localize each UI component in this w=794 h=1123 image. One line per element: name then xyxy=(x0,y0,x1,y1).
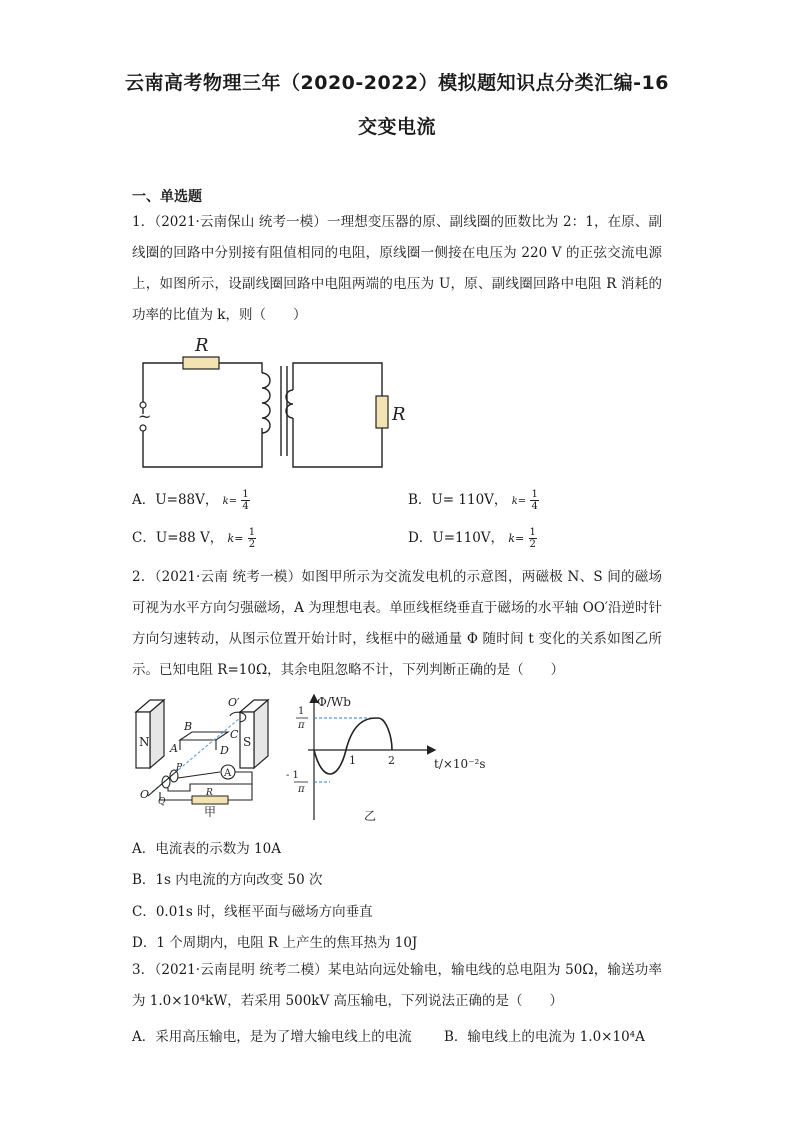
fraction-denominator: 2 xyxy=(529,539,536,550)
q3-option-b[interactable]: B．输电线上的电流为 1.0×10⁴A xyxy=(444,1029,645,1045)
y-pos-den: π xyxy=(298,720,305,731)
x-tick-1: 1 xyxy=(349,754,356,767)
y-pos-num: 1 xyxy=(298,706,305,717)
primary-resistor xyxy=(183,357,219,369)
question-1-text: 1．（2021·云南保山 统考一模）一理想变压器的原、副线圈的匝数比为 2：1，在原、副线圈的回路中分别接有阻值相同的电阻，原线圈一侧接在电压为 220 V 的正弦交流电源上，如图所示，设副线圈回路中电阻两端的电压为 U，原、副线圈回路中电阻 R 消耗的功率的比值为 k，则（ ） xyxy=(132,214,662,323)
flux-graph xyxy=(284,688,512,828)
q2-option-a[interactable]: A．电流表的示数为 10A xyxy=(132,841,281,857)
label-D: D xyxy=(220,744,229,757)
ammeter-label: A xyxy=(224,768,232,779)
label-O-prime: O′ xyxy=(228,696,240,709)
label-R: R xyxy=(206,788,213,798)
source-symbol: ~ xyxy=(138,407,152,426)
transformer-circuit-figure xyxy=(135,330,406,475)
label-N: N xyxy=(139,735,150,749)
option-d-fraction xyxy=(529,527,537,550)
option-a-text: A．U=88V， xyxy=(132,492,219,508)
option-a-k: k= xyxy=(222,496,238,507)
q2-option-c[interactable]: C．0.01s 时，线框平面与磁场方向垂直 xyxy=(132,904,373,920)
q3-option-a[interactable]: A．采用高压输电，是为了增大输电线上的电流 xyxy=(132,1029,412,1045)
option-b-k: k= xyxy=(511,496,527,507)
x-axis-label: t/×10⁻²s xyxy=(434,757,486,771)
section-heading: 一、单选题 xyxy=(132,189,202,205)
fraction-numerator: 1 xyxy=(529,527,536,538)
y-neg-den: π xyxy=(298,784,305,795)
document-subtitle: 交变电流 xyxy=(357,116,436,138)
question-2-text: 2．（2021·云南 统考一模）如图甲所示为交流发电机的示意图，两磁极 N、S 间的磁场可视为水平方向匀强磁场，A 为理想电表。单匝线框绕垂直于磁场的水平轴 OO′沿逆时针方向匀速转动，从图示位置开始计时，线框中的磁通量 Φ 随时间 t 变化的关系如图乙所示。已知电阻 R=10Ω，其余电阻忽略不计，下列判断正确的是（ ） xyxy=(132,569,662,678)
y-neg-num: - 1 xyxy=(286,770,299,781)
resistor-label-top: R xyxy=(195,335,209,356)
document-title: 云南高考物理三年（2020-2022）模拟题知识点分类汇编-16 xyxy=(125,72,669,94)
q1-option-a[interactable] xyxy=(132,488,250,512)
fraction-numerator: 1 xyxy=(531,489,538,500)
label-Q: Q xyxy=(158,797,166,807)
fraction-denominator: 4 xyxy=(531,501,538,512)
fraction-numerator: 1 xyxy=(242,489,249,500)
generator-figure xyxy=(132,692,282,820)
question-3-text: 3．（2021·云南昆明 统考二模）某电站向远处输电，输电线的总电阻为 50Ω，输送功率为 1.0×10⁴kW，若采用 500kV 高压输电，下列说法正确的是（ ） xyxy=(132,962,662,1009)
q1-option-b[interactable] xyxy=(408,488,539,512)
resistor-label-right: R xyxy=(392,404,406,425)
option-d-k: k= xyxy=(508,532,525,545)
label-P: P xyxy=(176,763,183,773)
option-a-fraction xyxy=(241,489,249,512)
q2-option-b[interactable]: B．1s 内电流的方向改变 50 次 xyxy=(132,872,323,888)
option-b-fraction xyxy=(530,489,538,512)
option-d-text: D．U=110V， xyxy=(408,530,505,546)
label-S: S xyxy=(243,735,252,749)
secondary-resistor xyxy=(376,396,388,428)
option-c-text: C．U=88 V， xyxy=(132,530,224,546)
label-C: C xyxy=(230,728,239,741)
option-c-fraction xyxy=(248,527,256,550)
fraction-numerator: 1 xyxy=(248,527,256,538)
q1-option-c[interactable] xyxy=(132,526,256,550)
caption-yi: 乙 xyxy=(364,809,377,823)
label-O: O xyxy=(140,788,150,801)
fraction-denominator: 4 xyxy=(242,501,249,512)
option-b-text: B．U= 110V， xyxy=(408,492,508,508)
fraction-denominator: 2 xyxy=(248,539,256,550)
label-A: A xyxy=(170,742,178,755)
caption-jia: 甲 xyxy=(204,805,217,819)
q2-option-d[interactable]: D．1 个周期内，电阻 R 上产生的焦耳热为 10J xyxy=(132,935,418,951)
label-B: B xyxy=(184,720,193,733)
x-tick-2: 2 xyxy=(388,754,395,767)
y-axis-label: Φ/Wb xyxy=(317,695,351,709)
q1-option-d[interactable] xyxy=(408,526,537,550)
option-c-k: k= xyxy=(227,532,244,545)
